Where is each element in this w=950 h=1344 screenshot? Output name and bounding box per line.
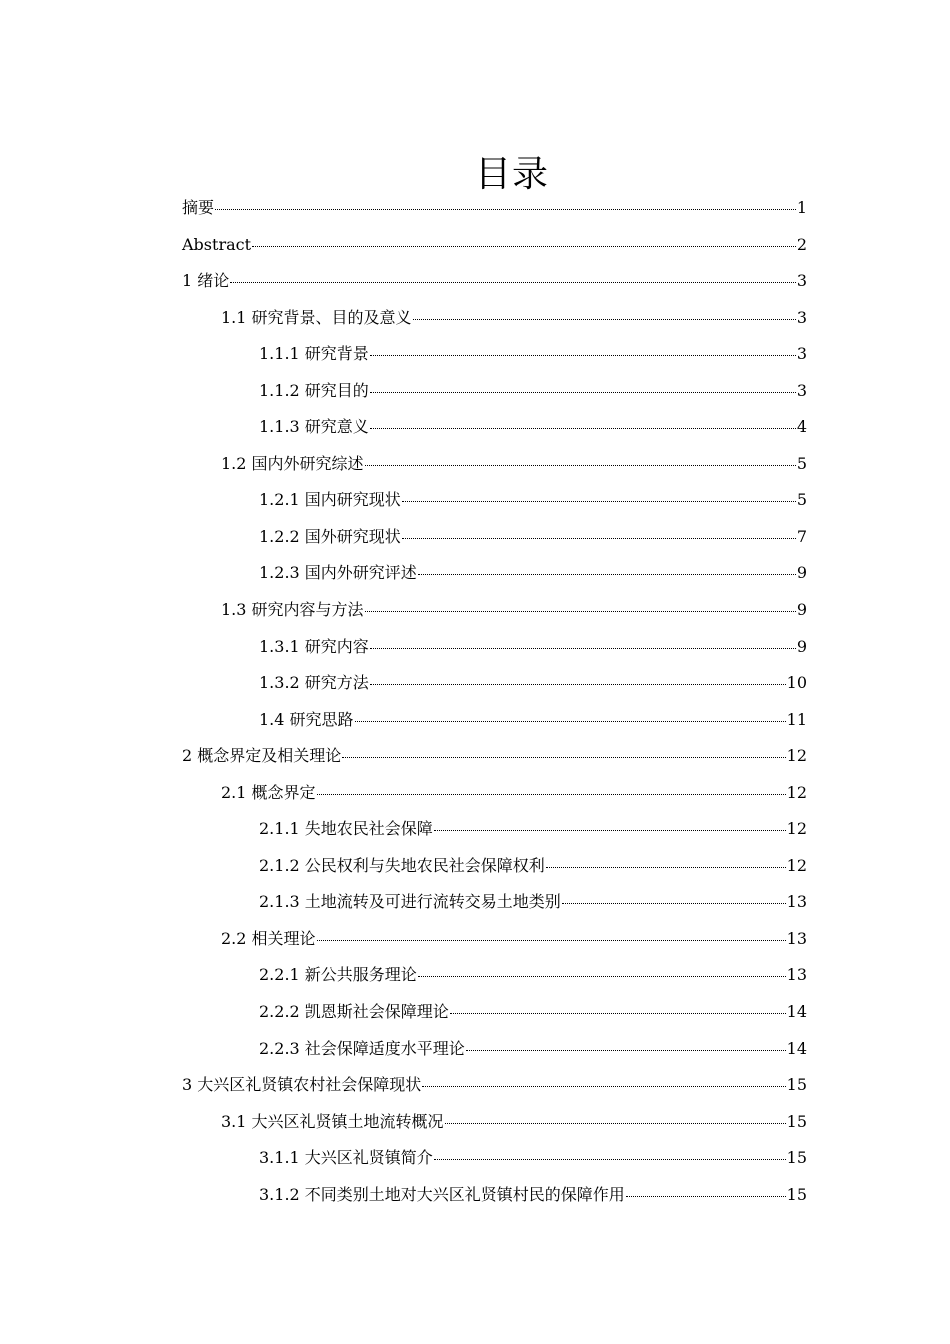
- toc-dot-leader: [445, 1123, 786, 1124]
- toc-entry-page-number: 4: [796, 417, 807, 437]
- toc-dot-leader: [370, 392, 796, 393]
- toc-entry-label: 3.1.2 不同类别土地对大兴区礼贤镇村民的保障作用: [259, 1184, 625, 1204]
- toc-entry-page-number: 15: [786, 1148, 807, 1168]
- toc-entry-page-number: 15: [786, 1075, 807, 1095]
- toc-entry[interactable]: [182, 1140, 807, 1177]
- toc-entry-page-number: 12: [786, 855, 807, 875]
- toc-entry-label: 2.1.1 失地农民社会保障: [259, 819, 433, 839]
- toc-entry-label: 3.1 大兴区礼贤镇土地流转概况: [221, 1111, 444, 1131]
- toc-entry[interactable]: [182, 336, 807, 373]
- toc-entry-label: 2.2.2 凯恩斯社会保障理论: [259, 1002, 449, 1022]
- toc-entry-page-number: 13: [786, 892, 807, 912]
- page-title: 目录: [474, 154, 549, 196]
- toc-dot-leader: [413, 319, 796, 320]
- toc-entry-page-number: 10: [786, 673, 807, 693]
- toc-entry[interactable]: [182, 994, 807, 1031]
- toc-entry-label: 2.1 概念界定: [221, 782, 316, 802]
- toc-entry-page-number: 12: [786, 819, 807, 839]
- toc-dot-leader: [317, 940, 786, 941]
- toc-entry[interactable]: [182, 519, 807, 556]
- toc-entry-label: Abstract: [182, 234, 252, 254]
- toc-entry[interactable]: [182, 848, 807, 885]
- toc-entry-page-number: 9: [796, 563, 807, 583]
- toc-entry-label: 1 绪论: [182, 271, 230, 291]
- toc-entry-page-number: 2: [796, 234, 807, 254]
- toc-dot-leader: [418, 574, 796, 575]
- toc-entry-label: 1.2.2 国外研究现状: [259, 526, 401, 546]
- toc-entry-label: 2.1.2 公民权利与失地农民社会保障权利: [259, 855, 545, 875]
- toc-entry-page-number: 7: [796, 526, 807, 546]
- toc-entry-label: 3 大兴区礼贤镇农村社会保障现状: [182, 1075, 422, 1095]
- toc-entry-page-number: 13: [786, 928, 807, 948]
- toc-dot-leader: [370, 428, 796, 429]
- toc-entry-label: 1.2.3 国内外研究评述: [259, 563, 417, 583]
- toc-entry[interactable]: [182, 300, 807, 337]
- toc-dot-leader: [418, 976, 786, 977]
- toc-entry[interactable]: [182, 409, 807, 446]
- toc-dot-leader: [215, 209, 796, 210]
- toc-dot-leader: [422, 1086, 785, 1087]
- toc-entry-label: 1.1.3 研究意义: [259, 417, 369, 437]
- toc-entry[interactable]: [182, 1177, 807, 1214]
- toc-entry-page-number: 9: [796, 600, 807, 620]
- toc-entry-label: 2 概念界定及相关理论: [182, 746, 342, 766]
- toc-dot-leader: [466, 1050, 786, 1051]
- toc-entry[interactable]: [182, 957, 807, 994]
- toc-entry[interactable]: [182, 1031, 807, 1068]
- toc-dot-leader: [252, 246, 796, 247]
- toc-entry[interactable]: [182, 190, 807, 227]
- toc-entry-label: 2.2.3 社会保障适度水平理论: [259, 1038, 465, 1058]
- toc-entry-page-number: 5: [796, 453, 807, 473]
- toc-dot-leader: [562, 903, 786, 904]
- toc-dot-leader: [365, 611, 796, 612]
- toc-entry-page-number: 15: [786, 1111, 807, 1131]
- toc-dot-leader: [230, 282, 796, 283]
- toc-entry-page-number: 3: [796, 344, 807, 364]
- toc-dot-leader: [370, 648, 796, 649]
- toc-entry-label: 1.2.1 国内研究现状: [259, 490, 401, 510]
- toc-entry-page-number: 15: [786, 1184, 807, 1204]
- toc-entry[interactable]: [182, 884, 807, 921]
- toc-dot-leader: [317, 794, 786, 795]
- toc-entry-label: 2.1.3 土地流转及可进行流转交易土地类别: [259, 892, 561, 912]
- toc-dot-leader: [626, 1196, 786, 1197]
- toc-entry[interactable]: [182, 446, 807, 483]
- toc-entry[interactable]: [182, 775, 807, 812]
- toc-dot-leader: [370, 355, 796, 356]
- toc-entry-label: 1.4 研究思路: [259, 709, 354, 729]
- toc-entry-page-number: 14: [786, 1002, 807, 1022]
- toc-dot-leader: [434, 830, 786, 831]
- toc-entry-label: 1.3 研究内容与方法: [221, 600, 364, 620]
- toc-entry[interactable]: [182, 482, 807, 519]
- toc-entry[interactable]: [182, 227, 807, 264]
- table-of-contents: [182, 190, 807, 1213]
- toc-entry[interactable]: [182, 665, 807, 702]
- toc-entry-page-number: 13: [786, 965, 807, 985]
- toc-entry[interactable]: [182, 555, 807, 592]
- toc-entry-label: 1.2 国内外研究综述: [221, 453, 364, 473]
- toc-dot-leader: [355, 721, 786, 722]
- toc-entry-label: 1.3.2 研究方法: [259, 673, 369, 693]
- toc-entry[interactable]: [182, 811, 807, 848]
- toc-entry[interactable]: [182, 592, 807, 629]
- toc-entry-label: 摘要: [182, 198, 215, 217]
- toc-entry-page-number: 12: [786, 782, 807, 802]
- toc-entry[interactable]: [182, 1104, 807, 1141]
- toc-entry-page-number: 3: [796, 271, 807, 291]
- toc-dot-leader: [434, 1159, 786, 1160]
- toc-entry[interactable]: [182, 629, 807, 666]
- toc-entry-page-number: 3: [796, 307, 807, 327]
- toc-dot-leader: [402, 501, 796, 502]
- toc-entry-label: 1.1.2 研究目的: [259, 380, 369, 400]
- toc-entry[interactable]: [182, 921, 807, 958]
- toc-entry[interactable]: [182, 1067, 807, 1104]
- toc-dot-leader: [546, 867, 786, 868]
- toc-dot-leader: [402, 538, 796, 539]
- toc-entry-page-number: 1: [796, 198, 807, 217]
- toc-entry-label: 2.2.1 新公共服务理论: [259, 965, 417, 985]
- toc-entry-label: 1.1.1 研究背景: [259, 344, 369, 364]
- toc-entry[interactable]: [182, 373, 807, 410]
- toc-entry-label: 2.2 相关理论: [221, 928, 316, 948]
- toc-entry-page-number: 12: [786, 746, 807, 766]
- toc-entry-page-number: 3: [796, 380, 807, 400]
- toc-entry-label: 1.1 研究背景、目的及意义: [221, 307, 412, 327]
- toc-entry[interactable]: [182, 702, 807, 739]
- toc-entry[interactable]: [182, 738, 807, 775]
- toc-entry-page-number: 5: [796, 490, 807, 510]
- toc-entry-page-number: 11: [786, 709, 807, 729]
- toc-entry[interactable]: [182, 263, 807, 300]
- toc-dot-leader: [450, 1013, 786, 1014]
- toc-entry-page-number: 14: [786, 1038, 807, 1058]
- toc-dot-leader: [342, 757, 785, 758]
- toc-entry-page-number: 9: [796, 636, 807, 656]
- toc-dot-leader: [365, 465, 796, 466]
- toc-entry-label: 1.3.1 研究内容: [259, 636, 369, 656]
- toc-dot-leader: [370, 684, 786, 685]
- toc-entry-label: 3.1.1 大兴区礼贤镇简介: [259, 1148, 433, 1168]
